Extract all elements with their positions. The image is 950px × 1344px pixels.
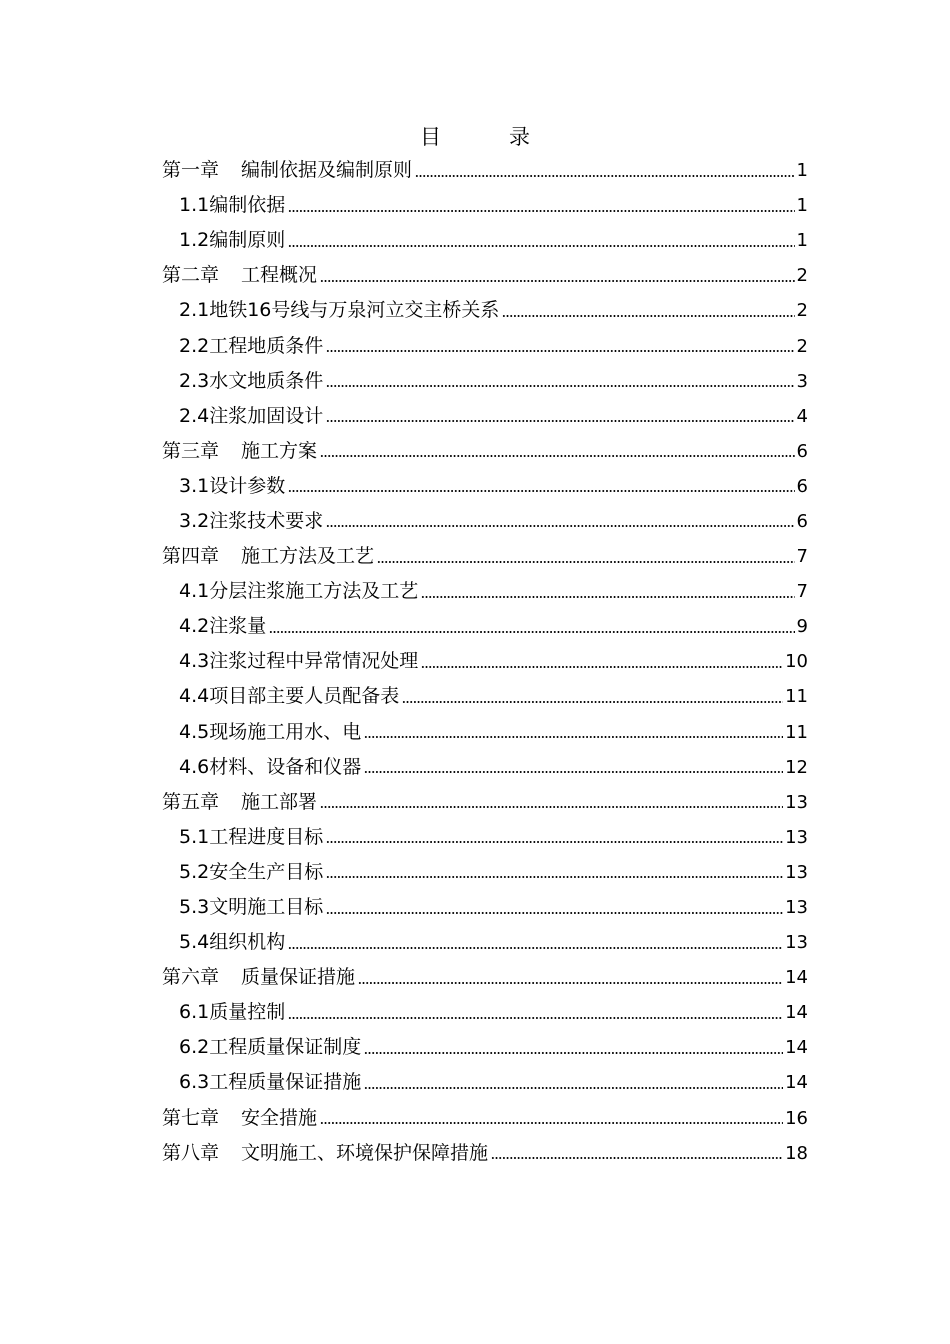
toc-section-number: 6.2 xyxy=(179,1036,210,1059)
toc-entry-title: 文明施工、环境保护保障措施 xyxy=(241,1141,489,1164)
toc-chapter-entry[interactable] xyxy=(162,434,808,469)
toc-section-number: 4.5 xyxy=(179,720,210,743)
toc-entry-label xyxy=(162,539,374,574)
dot-leader xyxy=(377,560,795,564)
toc-chapter-entry[interactable] xyxy=(162,1136,808,1171)
dot-leader xyxy=(364,770,783,774)
toc-section-entry[interactable] xyxy=(162,504,808,539)
dot-leader xyxy=(326,524,794,528)
toc-section-number: 5.4 xyxy=(179,931,210,954)
toc-chapter-number: 第四章 xyxy=(162,545,220,568)
toc-page-number: 12 xyxy=(785,756,808,778)
dot-leader xyxy=(326,875,783,879)
toc-entry-title: 工程质量保证制度 xyxy=(209,1036,362,1059)
toc-entry-label xyxy=(179,399,323,434)
dot-leader xyxy=(320,805,783,809)
toc-page-number: 2 xyxy=(796,300,808,322)
toc-section-number: 4.4 xyxy=(179,685,210,708)
dot-leader xyxy=(288,946,783,950)
toc-chapter-number: 第八章 xyxy=(162,1141,220,1164)
toc-entry-title: 文明施工目标 xyxy=(209,896,324,919)
toc-section-entry[interactable] xyxy=(162,609,808,644)
toc-chapter-entry[interactable] xyxy=(162,960,808,995)
dot-leader xyxy=(402,700,783,704)
dot-leader xyxy=(320,279,795,283)
toc-entry-label xyxy=(179,574,418,609)
toc-section-entry[interactable] xyxy=(162,925,808,960)
toc-section-entry[interactable] xyxy=(162,1030,808,1065)
toc-entry-title: 分层注浆施工方法及工艺 xyxy=(209,580,419,603)
toc-entry-title: 工程进度目标 xyxy=(209,825,324,848)
toc-section-entry[interactable] xyxy=(162,644,808,679)
toc-chapter-number: 第一章 xyxy=(162,159,220,182)
dot-leader xyxy=(502,314,794,318)
toc-chapter-number: 第三章 xyxy=(162,439,220,462)
dot-leader xyxy=(288,244,794,248)
dot-leader xyxy=(364,1086,783,1090)
toc-section-entry[interactable] xyxy=(162,750,808,785)
toc-entry-title: 施工方法及工艺 xyxy=(241,545,375,568)
toc-entry-label xyxy=(179,890,323,925)
toc-entry-label xyxy=(179,925,285,960)
toc-chapter-number: 第五章 xyxy=(162,790,220,813)
toc-section-entry[interactable] xyxy=(162,188,808,223)
toc-chapter-entry[interactable] xyxy=(162,539,808,574)
toc-entry-title: 施工方案 xyxy=(241,439,318,462)
toc-entry-label xyxy=(179,1065,361,1100)
toc-page-number: 6 xyxy=(796,510,808,532)
toc-page-number: 1 xyxy=(796,160,808,182)
toc-entry-label xyxy=(179,609,266,644)
toc-section-entry[interactable] xyxy=(162,293,808,328)
toc-entry-title: 编制依据 xyxy=(209,194,286,217)
toc-section-entry[interactable] xyxy=(162,223,808,258)
dot-leader xyxy=(421,665,783,669)
dot-leader xyxy=(326,349,794,353)
toc-entry-title: 安全措施 xyxy=(241,1106,318,1129)
toc-section-number: 6.1 xyxy=(179,1001,210,1024)
toc-section-entry[interactable] xyxy=(162,574,808,609)
toc-section-entry[interactable] xyxy=(162,715,808,750)
dot-leader xyxy=(320,1121,783,1125)
toc-page-number: 13 xyxy=(785,897,808,919)
dot-leader xyxy=(326,911,783,915)
toc-section-number: 2.4 xyxy=(179,404,210,427)
dot-leader xyxy=(288,209,794,213)
toc-entry-title: 质量保证措施 xyxy=(241,966,356,989)
toc-page-number: 11 xyxy=(785,686,808,708)
dot-leader xyxy=(421,595,794,599)
toc-entry-title: 注浆过程中异常情况处理 xyxy=(209,650,419,673)
toc-section-entry[interactable] xyxy=(162,855,808,890)
toc-section-number: 5.2 xyxy=(179,860,210,883)
toc-chapter-entry[interactable] xyxy=(162,1101,808,1136)
toc-entry-label xyxy=(179,820,323,855)
toc-section-entry[interactable] xyxy=(162,469,808,504)
toc-section-number: 4.3 xyxy=(179,650,210,673)
toc-page-number: 4 xyxy=(796,405,808,427)
toc-entry-label xyxy=(179,995,285,1030)
toc-entry-title: 组织机构 xyxy=(209,931,286,954)
toc-entry-label xyxy=(179,750,361,785)
toc-entry-label xyxy=(162,1136,488,1171)
toc-page-number: 18 xyxy=(785,1142,808,1164)
toc-page-number: 13 xyxy=(785,791,808,813)
toc-entry-label xyxy=(162,960,355,995)
toc-section-number: 1.2 xyxy=(179,229,210,252)
toc-section-number: 4.6 xyxy=(179,755,210,778)
toc-entry-title: 材料、设备和仪器 xyxy=(209,755,362,778)
toc-section-entry[interactable] xyxy=(162,1065,808,1100)
toc-chapter-number: 第二章 xyxy=(162,264,220,287)
toc-page-number: 1 xyxy=(796,195,808,217)
toc-entry-title: 编制原则 xyxy=(209,229,286,252)
toc-entry-title: 水文地质条件 xyxy=(209,369,324,392)
toc-entry-title: 编制依据及编制原则 xyxy=(241,159,413,182)
toc-entry-label xyxy=(179,1030,361,1065)
dot-leader xyxy=(415,174,795,178)
toc-entry-label xyxy=(162,153,412,188)
toc-page-number: 10 xyxy=(785,651,808,673)
toc-heading-right: 录 xyxy=(509,125,530,149)
toc-entry-label xyxy=(162,434,317,469)
dot-leader xyxy=(326,840,783,844)
toc-page-number: 2 xyxy=(796,265,808,287)
toc-entry-label xyxy=(179,644,418,679)
dot-leader xyxy=(491,1156,783,1160)
toc-entry-title: 注浆加固设计 xyxy=(209,404,324,427)
toc-page-number: 11 xyxy=(785,721,808,743)
dot-leader xyxy=(358,981,783,985)
toc-section-entry[interactable] xyxy=(162,890,808,925)
toc-entry-label xyxy=(179,364,323,399)
toc-entry-label xyxy=(162,1101,317,1136)
toc-entry-label xyxy=(179,329,323,364)
toc-page-number: 13 xyxy=(785,932,808,954)
toc-section-entry[interactable] xyxy=(162,399,808,434)
toc-section-number: 6.3 xyxy=(179,1071,210,1094)
toc-section-number: 2.3 xyxy=(179,369,210,392)
toc-section-entry[interactable] xyxy=(162,364,808,399)
toc-entry-title: 注浆技术要求 xyxy=(209,509,324,532)
dot-leader xyxy=(326,384,794,388)
toc-section-number: 3.2 xyxy=(179,509,210,532)
toc-section-entry[interactable] xyxy=(162,679,808,714)
toc-page-number: 14 xyxy=(785,967,808,989)
toc-chapter-entry[interactable] xyxy=(162,258,808,293)
toc-heading-left: 目 xyxy=(420,125,441,149)
toc-section-entry[interactable] xyxy=(162,995,808,1030)
toc-entry-title: 设计参数 xyxy=(209,474,286,497)
toc-entry-title: 地铁16号线与万泉河立交主桥关系 xyxy=(209,299,500,322)
toc-list xyxy=(162,153,808,1171)
toc-page-number: 13 xyxy=(785,861,808,883)
toc-page-number: 14 xyxy=(785,1002,808,1024)
dot-leader xyxy=(320,454,795,458)
toc-entry-label xyxy=(179,715,361,750)
toc-section-entry[interactable] xyxy=(162,820,808,855)
toc-entry-title: 项目部主要人员配备表 xyxy=(209,685,400,708)
toc-page-number: 6 xyxy=(796,440,808,462)
toc-entry-label xyxy=(179,223,285,258)
toc-chapter-entry[interactable] xyxy=(162,153,808,188)
toc-section-number: 2.2 xyxy=(179,334,210,357)
toc-section-number: 5.1 xyxy=(179,825,210,848)
toc-entry-title: 工程概况 xyxy=(241,264,318,287)
toc-section-entry[interactable] xyxy=(162,328,808,363)
toc-entry-title: 注浆量 xyxy=(209,615,267,638)
dot-leader xyxy=(288,489,794,493)
toc-heading xyxy=(0,122,950,152)
toc-section-number: 3.1 xyxy=(179,474,210,497)
toc-entry-label xyxy=(179,855,323,890)
toc-page-number: 9 xyxy=(796,616,808,638)
toc-entry-label xyxy=(162,258,317,293)
toc-section-number: 1.1 xyxy=(179,194,210,217)
toc-entry-label xyxy=(179,679,399,714)
toc-entry-title: 安全生产目标 xyxy=(209,860,324,883)
dot-leader xyxy=(364,735,783,739)
toc-page-number: 7 xyxy=(796,581,808,603)
toc-page-number: 2 xyxy=(796,335,808,357)
toc-entry-title: 工程地质条件 xyxy=(209,334,324,357)
toc-chapter-number: 第六章 xyxy=(162,966,220,989)
toc-chapter-entry[interactable] xyxy=(162,785,808,820)
toc-page-number: 3 xyxy=(796,370,808,392)
toc-entry-label xyxy=(179,469,285,504)
toc-section-number: 5.3 xyxy=(179,896,210,919)
toc-page-number: 7 xyxy=(796,546,808,568)
dot-leader xyxy=(326,419,794,423)
toc-page-number: 16 xyxy=(785,1107,808,1129)
toc-chapter-number: 第七章 xyxy=(162,1106,220,1129)
toc-entry-label xyxy=(162,785,317,820)
toc-page-number: 14 xyxy=(785,1037,808,1059)
toc-page-number: 13 xyxy=(785,826,808,848)
toc-section-number: 2.1 xyxy=(179,299,210,322)
toc-entry-title: 施工部署 xyxy=(241,790,318,813)
toc-entry-label xyxy=(179,504,323,539)
dot-leader xyxy=(364,1051,783,1055)
dot-leader xyxy=(269,630,794,634)
toc-page-number: 6 xyxy=(796,475,808,497)
toc-page-number: 14 xyxy=(785,1072,808,1094)
toc-section-number: 4.2 xyxy=(179,615,210,638)
dot-leader xyxy=(288,1016,783,1020)
toc-page-number: 1 xyxy=(796,230,808,252)
toc-section-number: 4.1 xyxy=(179,580,210,603)
toc-entry-label xyxy=(179,293,499,328)
toc-entry-title: 现场施工用水、电 xyxy=(209,720,362,743)
toc-entry-title: 质量控制 xyxy=(209,1001,286,1024)
toc-entry-title: 工程质量保证措施 xyxy=(209,1071,362,1094)
toc-entry-label xyxy=(179,188,285,223)
